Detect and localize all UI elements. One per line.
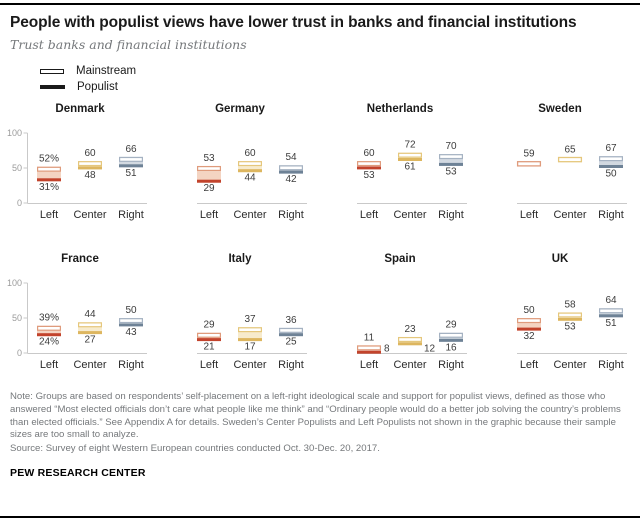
chart-label: Left [199,209,219,221]
chart-label: 43 [125,326,137,338]
chart-label: 72 [404,139,416,151]
country-panel-italy [160,251,320,375]
chart-label: 44 [84,309,96,321]
mainstream-marker [600,157,623,161]
chart-label: 29 [203,183,215,195]
top-rule [0,3,640,5]
mainstream-marker [198,167,221,171]
chart-label: 16 [445,342,457,354]
chart-label: Right [118,209,144,221]
chart-label: Left [199,359,219,371]
chart-label: 50 [125,305,137,316]
legend-label-populist: Populist [77,81,118,93]
chart-label: Center [393,209,427,221]
chart-label: Center [73,359,107,371]
chart-label: 61 [404,161,416,173]
country-panel-spain [320,251,480,375]
chart-label: 70 [445,141,457,152]
legend [40,65,640,93]
chart-label: 53 [445,166,457,178]
chart-label: 54 [285,152,297,164]
chart-label: 50 [11,313,22,323]
chart-label: 66 [125,143,137,155]
chart-label: 60 [84,148,96,159]
chart-label: 17 [244,341,256,353]
country-panel-germany [160,101,320,225]
chart-label: 0 [16,348,22,358]
chart-label: 100 [6,278,22,288]
mainstream-marker [239,328,262,332]
note-text: Note: Groups are based on respondents’ self-placement on a left-right ideological scale and support for populist views, defined as those who answered “Most elected officials don’t care what people like me think” and “Ordinary people would do a better job solving the country’s problems than elected officials.” See Appendix A for details. Sweden’s Center Populists and Left Populists not shown in the graphic because their sample sizes are too small to analyze. [10,391,621,441]
chart-label: 53 [363,169,375,181]
mainstream-marker [198,333,221,337]
chart-label: Right [438,209,464,221]
country-panel-uk [480,251,640,375]
chart-label: 53 [564,321,576,333]
chart-label: 21 [203,341,215,353]
populist-marker-icon [40,85,65,89]
chart-label: Right [598,359,624,371]
chart-label: 23 [404,323,416,335]
panel-chart [160,271,320,375]
chart-label: 39% [38,312,60,324]
chart-label: 44 [244,172,256,184]
chart-label: 50 [523,305,535,316]
panel-title: Spain [384,253,416,265]
chart-label: 60 [244,148,256,159]
chart-label: 12 [424,343,436,355]
panel-title: Netherlands [366,103,434,115]
country-panel-denmark [0,101,160,225]
footer-brand: PEW RESEARCH CENTER [10,466,146,479]
chart-label: Right [118,359,144,371]
chart-label: 50 [11,163,22,173]
chart-label: 52% [38,153,60,165]
panel-chart [480,271,640,375]
chart-label: 24% [38,336,60,348]
chart-label: Right [278,209,304,221]
panel-title: Denmark [55,103,105,115]
mainstream-marker [440,155,463,159]
mainstream-marker [399,153,422,157]
chart-label: 42 [285,174,297,186]
chart-label: Left [359,359,379,371]
mainstream-marker [559,158,582,162]
chart-label: 29 [445,319,457,331]
mainstream-marker [79,162,102,166]
chart-label: 50 [605,168,617,180]
chart-label: Left [519,359,539,371]
chart-label: 58 [564,299,576,311]
chart-label: Left [39,359,59,371]
mainstream-marker [38,167,61,171]
mainstream-marker-icon [40,69,64,74]
mainstream-marker [440,333,463,337]
chart-label: Left [359,209,379,221]
panel-chart [0,121,160,225]
mainstream-marker [280,329,303,333]
mainstream-marker [38,326,61,330]
chart-label: Right [278,359,304,371]
mainstream-marker [280,166,303,170]
chart-label: 29 [203,319,215,331]
country-panel-netherlands [320,101,480,225]
mainstream-marker [120,158,143,162]
chart-label: Right [598,209,624,221]
chart-label: 64 [605,295,617,307]
mainstream-marker [600,309,623,313]
mainstream-marker [358,346,381,350]
chart-label: Center [393,359,427,371]
mainstream-marker [79,323,102,327]
country-panel-sweden [480,101,640,225]
legend-item-mainstream [40,65,640,77]
panel-title: Sweden [538,103,582,115]
chart-label: 51 [605,317,617,329]
chart-label: 60 [363,148,375,159]
bottom-rule [0,516,640,518]
chart-label: Center [73,209,107,221]
country-panel-france [0,251,160,375]
mainstream-marker [518,162,541,166]
panel-title: Italy [228,253,252,265]
mainstream-marker [120,319,143,323]
chart-label: 32 [523,331,535,343]
panel-title: Germany [215,103,265,115]
chart-label: 48 [84,169,96,181]
panel-chart [320,271,480,375]
chart-subtitle: Trust banks and financial institutions [10,37,247,52]
source-text: Source: Survey of eight Western European countries conducted Oct. 30-Dec. 20, 2017. [10,443,380,454]
panel-title: France [61,253,99,265]
chart-label: 53 [203,152,215,164]
populist-marker [398,342,422,345]
panel-chart [320,121,480,225]
chart-label: Center [233,359,267,371]
mainstream-marker [559,313,582,317]
chart-label: 37 [244,314,256,326]
panel-chart [160,121,320,225]
mainstream-marker [399,338,422,342]
populist-marker [357,351,381,354]
panel-title: UK [551,253,569,265]
legend-label-mainstream: Mainstream [76,65,137,77]
chart-label: 65 [564,144,576,156]
chart-label: Center [553,359,587,371]
panel-chart [480,121,640,225]
chart-label: 8 [384,343,390,355]
chart-label: 51 [125,167,137,179]
chart-label: Center [233,209,267,221]
chart-label: Right [438,359,464,371]
chart-label: Left [39,209,59,221]
mainstream-marker [239,162,262,166]
chart-label: Left [519,209,539,221]
chart-label: 31% [38,181,60,193]
chart-label: 59 [523,148,535,160]
chart-label: 27 [84,334,96,346]
chart-label: 11 [363,332,375,344]
charts-grid [0,101,640,375]
mainstream-marker [518,319,541,323]
mainstream-marker [358,162,381,166]
chart-label: 67 [605,143,617,155]
chart-label: 36 [285,314,297,326]
chart-label: 100 [6,128,22,138]
chart-label: Center [553,209,587,221]
legend-item-populist [40,81,640,93]
panel-chart [0,271,160,375]
chart-label: 25 [285,336,297,348]
chart-label: 0 [16,198,22,208]
chart-title: People with populist views have lower trust in banks and financial institutions [10,14,577,31]
